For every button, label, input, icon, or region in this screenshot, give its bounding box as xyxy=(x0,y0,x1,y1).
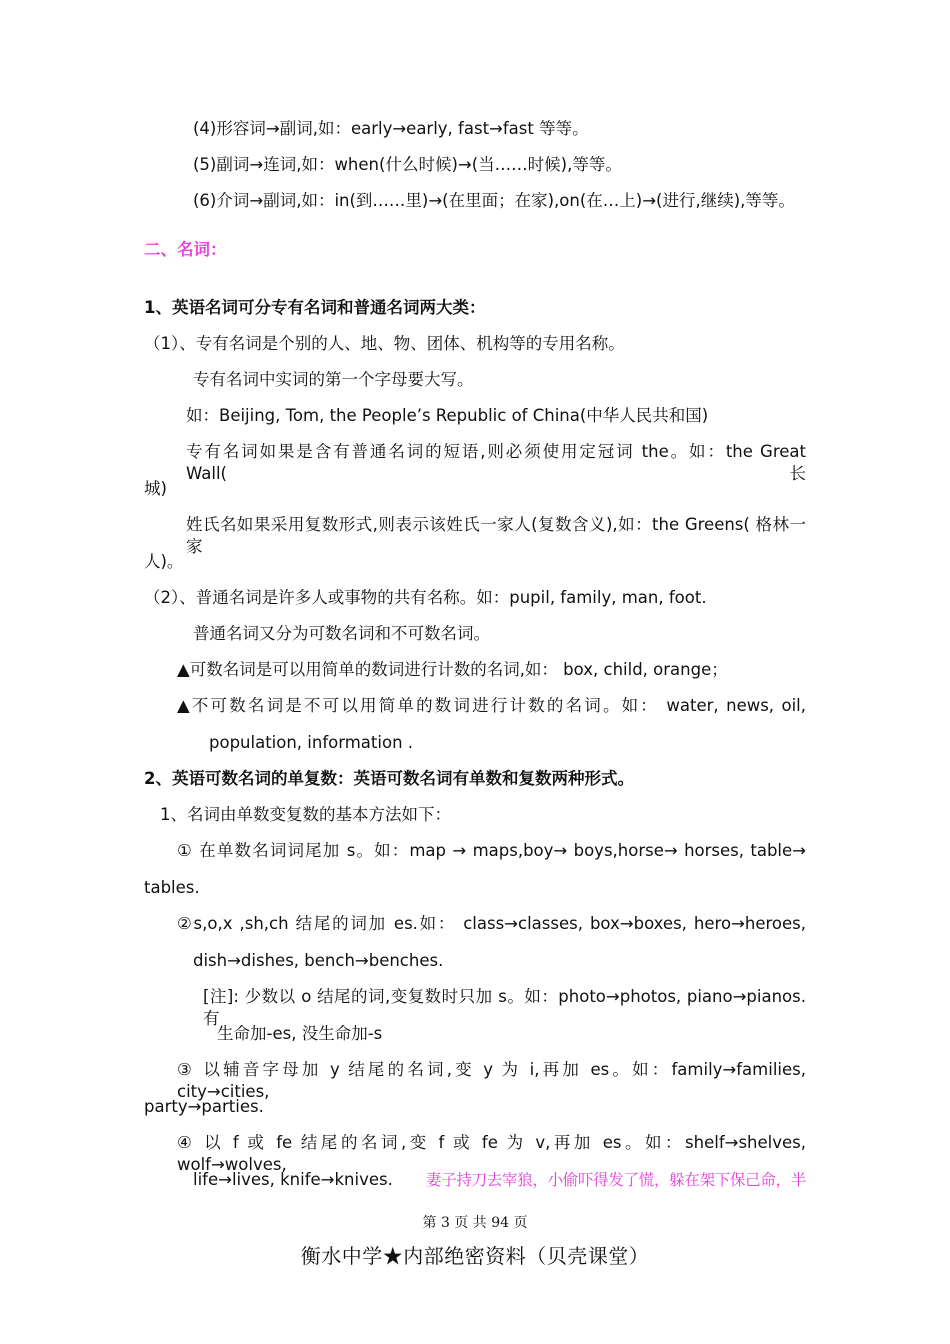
text-line: 专有名词如果是含有普通名词的短语,则必须使用定冠词 the。如：the Great Wall(长 xyxy=(186,442,806,483)
text-line: 人)。 xyxy=(144,552,184,571)
text-line: 如：Beijing, Tom, the People’s Republic of China(中华人民共和国) xyxy=(186,406,709,425)
subsection-heading: 1、英语名词可分专有名词和普通名词两大类： xyxy=(144,298,486,317)
page-number: 第 3 页 共 94 页 xyxy=(422,1215,528,1231)
text-line: tables. xyxy=(144,878,200,897)
text-line: 专有名词中实词的第一个字母要大写。 xyxy=(193,370,474,389)
footer-title: 衡水中学★内部绝密资料（贝壳课堂） xyxy=(300,1244,650,1268)
note-line: [注]: 少数以 o 结尾的词,变复数时只加 s。如：photo→photos, piano→pianos. 有 xyxy=(203,987,806,1028)
text-line: population, information . xyxy=(209,733,414,752)
text-line: ① 在单数名词词尾加 s。如：map → maps,boy→ boys,horse→ horses, table→ xyxy=(177,841,806,860)
text-line: 普通名词又分为可数名词和不可数名词。 xyxy=(193,624,490,643)
section-heading: 二、名词： xyxy=(144,240,227,259)
text-line: ④ 以 f 或 fe 结尾的名词,变 f 或 fe 为 v,再加 es。如：shelf→shelves, wolf→wolves, xyxy=(177,1133,806,1174)
text-line: ▲不可数名词是不可以用简单的数词进行计数的名词。如： water, news, oil, xyxy=(177,696,806,715)
text-line: （1）、专有名词是个别的人、地、物、团体、机构等的专用名称。 xyxy=(144,334,625,353)
text-line: ②s,o,x ,sh,ch 结尾的词加 es.如： class→classes, box→boxes, hero→heroes, xyxy=(177,914,806,933)
text-line: ▲可数名词是可以用简单的数词进行计数的名词,如： box, child, orange； xyxy=(177,660,728,679)
text-line: (4)形容词→副词,如：early→early, fast→fast 等等。 xyxy=(193,119,589,138)
note-line: 生命加-es, 没生命加-s xyxy=(217,1024,383,1043)
text-line: （2）、普通名词是许多人或事物的共有名称。如：pupil, family, man, foot. xyxy=(144,588,707,607)
text-line: party→parties. xyxy=(144,1097,264,1116)
text-line: life→lives, knife→knives. xyxy=(193,1170,393,1189)
text-line: 城) xyxy=(144,479,167,498)
text-line: (6)介词→副词,如：in(到……里)→(在里面；在家),on(在…上)→(进行,继续),等等。 xyxy=(193,191,795,210)
text-line: 姓氏名如果采用复数形式,则表示该姓氏一家人(复数含义),如：the Greens( 格林一家 xyxy=(186,515,806,556)
text-line: (5)副词→连词,如：when(什么时候)→(当……时候),等等。 xyxy=(193,155,622,174)
text-line: 1、名词由单数变复数的基本方法如下： xyxy=(160,805,451,824)
text-line: dish→dishes, bench→benches. xyxy=(193,951,444,970)
subsection-heading: 2、英语可数名词的单复数：英语可数名词有单数和复数两种形式。 xyxy=(144,769,634,788)
text-line: ③ 以辅音字母加 y 结尾的名词,变 y 为 i,再加 es。如：family→families, city→cities, xyxy=(177,1060,806,1101)
mnemonic-rhyme: 妻子持刀去宰狼，小偷吓得发了慌，躲在架下保己命，半 xyxy=(425,1171,806,1189)
